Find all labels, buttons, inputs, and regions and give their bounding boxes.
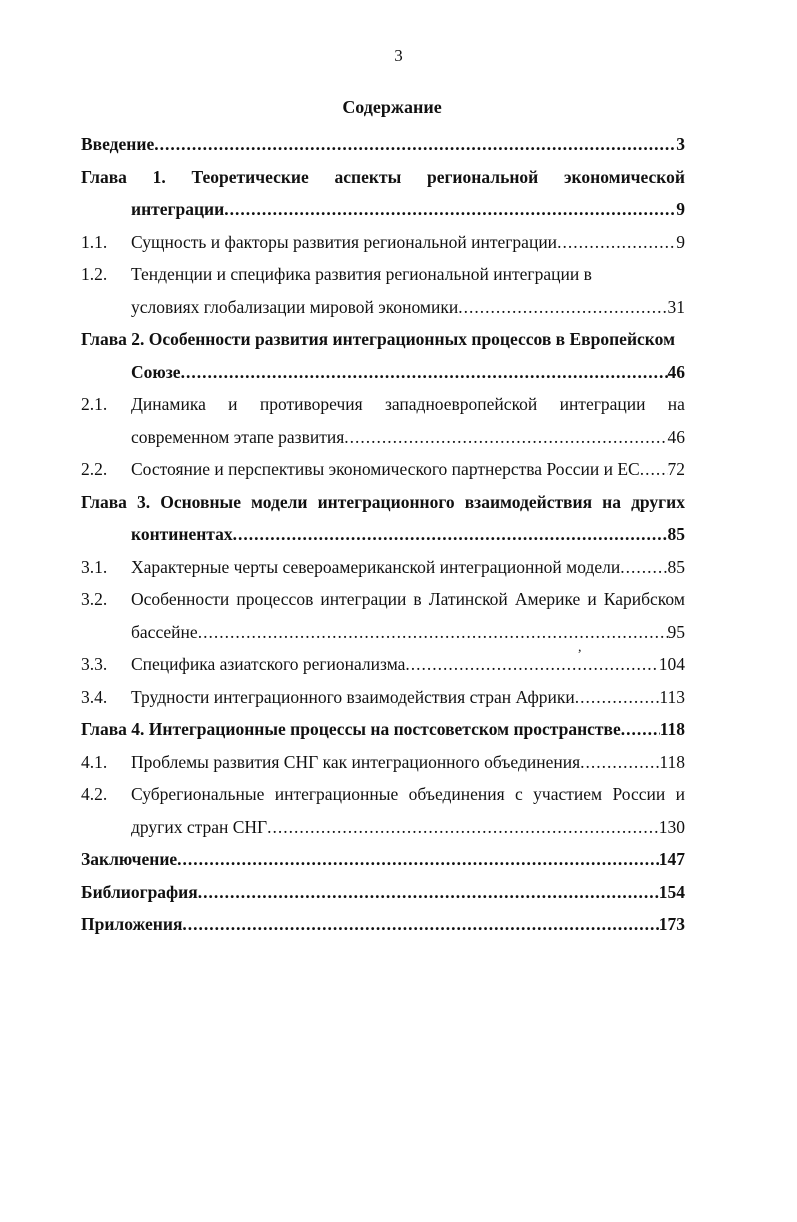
toc-bibliography-page: 154 — [658, 881, 685, 902]
toc-chapter1-heading[interactable] — [81, 161, 685, 194]
toc-appendices-page: 173 — [658, 914, 685, 934]
leader-dots — [405, 648, 658, 681]
toc-appendices[interactable] — [81, 908, 685, 941]
leader-dots — [580, 746, 659, 779]
toc-word: Глава — [81, 491, 127, 512]
leader-dots — [267, 811, 659, 844]
toc-word: региональной — [426, 166, 539, 187]
toc-word: 3. — [137, 491, 151, 512]
toc-chapter1-page: 9 — [676, 199, 685, 219]
toc-conclusion-label: Заключение — [81, 849, 178, 869]
toc-intro-label: Введение — [81, 134, 155, 154]
toc-section-1-1[interactable] — [81, 226, 685, 259]
toc-section-3-2[interactable] — [81, 583, 685, 616]
toc-word: противоречия — [259, 394, 363, 414]
toc-word: и — [228, 394, 238, 414]
section-number: 4.1. — [81, 751, 108, 772]
toc-section-2-1[interactable] — [81, 388, 685, 421]
leader-dots — [621, 713, 660, 746]
section-number: 3.3. — [81, 654, 108, 674]
toc-section-4-2[interactable] — [81, 778, 685, 811]
toc-word: взаимодействия — [464, 491, 593, 512]
toc-intro[interactable] — [81, 128, 685, 161]
section-page: 9 — [676, 231, 685, 252]
toc-appendices-label: Приложения — [81, 914, 183, 934]
leader-dots — [224, 193, 676, 226]
leader-dots — [458, 291, 667, 324]
section-page: 95 — [667, 621, 685, 642]
leader-dots — [177, 843, 659, 876]
toc-word: и — [587, 589, 597, 609]
section-title: Тенденции и специфика развития региональной интеграции в — [131, 264, 592, 284]
toc-chapter3-page: 85 — [667, 524, 685, 544]
toc-word: других — [631, 491, 685, 512]
toc-chapter4-page: 118 — [659, 719, 685, 739]
section-page: 46 — [667, 426, 685, 447]
leader-dots — [233, 518, 668, 551]
section-number: 3.2. — [81, 589, 108, 609]
section-number: 1.2. — [81, 264, 108, 284]
section-title: Трудности интеграционного взаимодействия стран Африки — [131, 686, 575, 707]
section-page: 113 — [659, 686, 685, 707]
toc-word: России — [612, 784, 666, 804]
section-title: Специфика азиатского регионализма — [131, 654, 406, 674]
toc-word: Основные — [160, 491, 241, 512]
toc-chapter2-title: Глава 2. Особенности развития интеграционных процессов в Европейском — [81, 329, 675, 349]
section-title-cont: бассейне — [131, 621, 198, 642]
toc-section-3-3[interactable] — [81, 648, 685, 681]
section-title: Состояние и перспективы экономического партнерства России и ЕС — [131, 459, 640, 479]
toc-word: интеграционного — [317, 491, 455, 512]
toc-chapter4-title: Глава 4. Интеграционные процессы на постсоветском пространстве — [81, 719, 621, 739]
toc-word: Карибском — [603, 589, 685, 609]
toc-word: Особенности — [131, 589, 230, 609]
toc-bibliography-label: Библиография — [81, 881, 198, 902]
toc-section-4-1[interactable] — [81, 746, 685, 779]
leader-dots — [557, 226, 676, 259]
section-number: 4.2. — [81, 784, 108, 804]
toc-word: участием — [533, 784, 603, 804]
stray-comma-mark: , — [578, 640, 582, 655]
leader-dots — [344, 421, 667, 454]
toc-chapter2-cont-label: Союзе — [131, 361, 181, 382]
section-page: 130 — [658, 816, 685, 837]
toc-section-1-2-cont[interactable] — [81, 291, 685, 324]
leader-dots — [640, 453, 668, 486]
toc-word: аспекты — [334, 166, 402, 187]
toc-word: интеграции — [559, 394, 646, 414]
table-of-contents — [81, 128, 685, 941]
section-title: Сущность и факторы развития региональной интеграции — [131, 231, 558, 252]
section-number: 2.1. — [81, 394, 108, 414]
toc-section-2-2[interactable] — [81, 453, 685, 486]
toc-conclusion-page: 147 — [658, 849, 685, 869]
toc-word: на — [667, 394, 685, 414]
section-page: 85 — [667, 556, 685, 577]
leader-dots — [154, 128, 676, 161]
section-title-cont: условиях глобализации мировой экономики — [131, 296, 459, 317]
toc-word: интеграции — [320, 589, 407, 609]
section-page: 118 — [659, 751, 685, 772]
toc-word: Теоретические — [191, 166, 309, 187]
section-number: 3.4. — [81, 686, 108, 707]
toc-word: экономической — [563, 166, 685, 187]
leader-dots — [181, 356, 668, 389]
leader-dots — [620, 551, 667, 584]
toc-word: и — [675, 784, 685, 804]
toc-word: на — [602, 491, 621, 512]
toc-word: Латинской — [428, 589, 508, 609]
toc-word: западноевропейской — [384, 394, 538, 414]
toc-section-1-2[interactable] — [81, 258, 685, 291]
toc-section-3-2-cont[interactable] — [81, 616, 685, 649]
toc-intro-page: 3 — [676, 134, 685, 154]
toc-word: интеграционные — [274, 784, 399, 804]
toc-section-4-2-cont[interactable] — [81, 811, 685, 844]
section-title-cont: современном этапе развития — [131, 426, 345, 447]
toc-word: 1. — [152, 166, 166, 187]
toc-chapter2-page: 46 — [667, 361, 685, 382]
toc-chapter2-heading[interactable] — [81, 323, 685, 356]
toc-word: Америке — [514, 589, 581, 609]
toc-word: с — [515, 784, 523, 804]
toc-word: объединения — [408, 784, 505, 804]
leader-dots — [182, 908, 658, 941]
toc-chapter1-cont-label: интеграции — [131, 199, 225, 219]
section-title: Проблемы развития СНГ как интеграционного объединения — [131, 751, 581, 772]
toc-chapter3-heading[interactable] — [81, 486, 685, 519]
toc-chapter4-heading[interactable] — [81, 713, 685, 746]
toc-chapter3-cont[interactable] — [81, 518, 685, 551]
section-number: 2.2. — [81, 459, 108, 479]
toc-word: модели — [251, 491, 308, 512]
toc-bibliography[interactable] — [81, 876, 685, 909]
toc-section-3-1[interactable] — [81, 551, 685, 584]
toc-chapter1-cont[interactable] — [81, 193, 685, 226]
toc-word: Субрегиональные — [131, 784, 265, 804]
section-title: Характерные черты североамериканской интеграционной модели — [131, 556, 621, 577]
toc-section-2-1-cont[interactable] — [81, 421, 685, 454]
section-page: 31 — [667, 296, 685, 317]
toc-word: в — [413, 589, 422, 609]
section-page: 72 — [667, 459, 685, 479]
page-number: 3 — [394, 46, 403, 65]
section-number: 1.1. — [81, 231, 108, 252]
toc-title: Содержание — [342, 97, 442, 117]
section-title-cont: других стран СНГ — [131, 816, 268, 837]
toc-word: процессов — [236, 589, 314, 609]
toc-word: Глава — [81, 166, 127, 187]
toc-chapter2-cont[interactable] — [81, 356, 685, 389]
section-page: 104 — [658, 654, 685, 674]
leader-dots — [198, 616, 668, 649]
leader-dots — [198, 876, 659, 909]
leader-dots — [575, 681, 660, 714]
toc-conclusion[interactable] — [81, 843, 685, 876]
section-number: 3.1. — [81, 556, 108, 577]
toc-section-3-4[interactable] — [81, 681, 685, 714]
toc-chapter3-cont-label: континентах — [131, 524, 233, 544]
toc-word: Динамика — [131, 394, 206, 414]
